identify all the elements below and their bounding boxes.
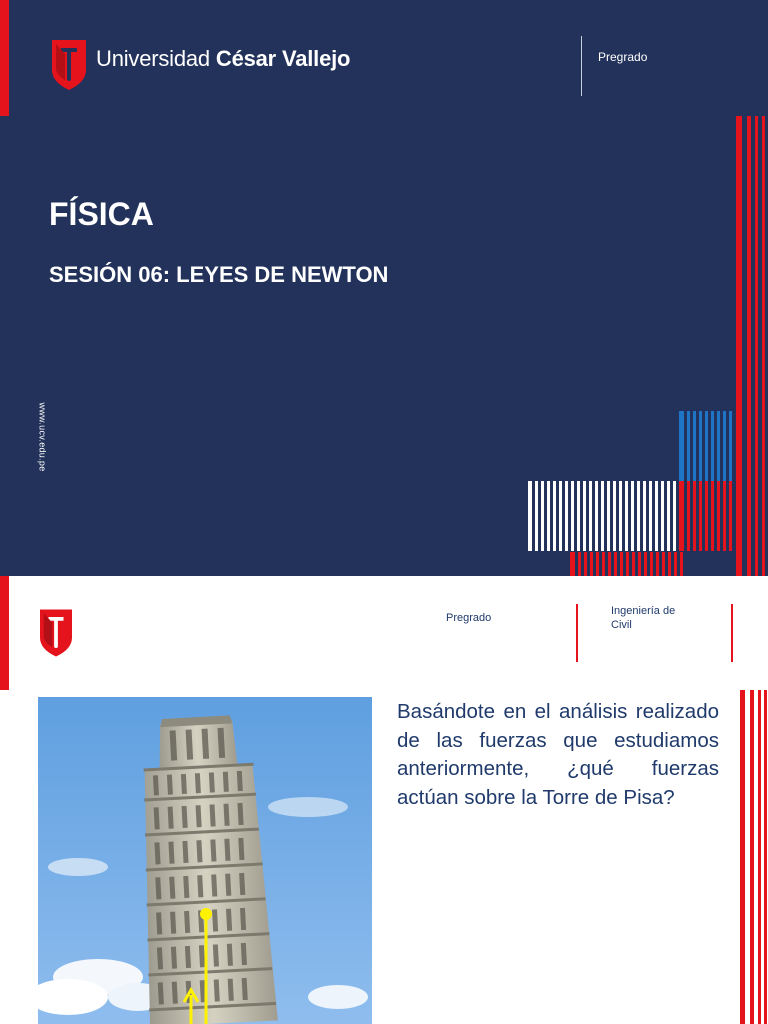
university-name-bold: César Vallejo — [215, 46, 351, 71]
ucv-logo-icon — [40, 607, 72, 659]
university-name-regular: Universidad — [96, 46, 210, 71]
university-name — [96, 46, 350, 72]
leaning-tower-of-pisa-photo — [38, 697, 372, 1024]
question-text: Basándote en el análisis realizado de las fuerzas que estudiamos anteriormente, ¿qué fuerzas actúan sobre la Torre de Pisa? — [397, 700, 719, 809]
program-label: Pregrado — [598, 50, 648, 64]
page-title: FÍSICA — [49, 196, 154, 232]
session-subtitle: SESIÓN 06: LEYES DE NEWTON — [49, 262, 389, 287]
red-accent-bar — [0, 576, 9, 690]
faculty-label — [611, 604, 675, 632]
decorative-stripes — [528, 116, 768, 576]
website-url: www.ucv.edu.pe — [37, 402, 48, 472]
faculty-label-line2: Civil — [611, 619, 632, 631]
program-label: Pregrado — [446, 612, 492, 624]
faculty-label-line1: Ingeniería de — [611, 605, 676, 617]
header-divider — [576, 604, 578, 662]
content-slide — [0, 576, 768, 1024]
red-accent-bar — [0, 0, 9, 116]
decorative-stripes — [738, 690, 768, 1024]
header-divider-right — [731, 604, 733, 662]
ucv-logo-icon — [52, 40, 86, 90]
header-divider — [581, 36, 582, 96]
